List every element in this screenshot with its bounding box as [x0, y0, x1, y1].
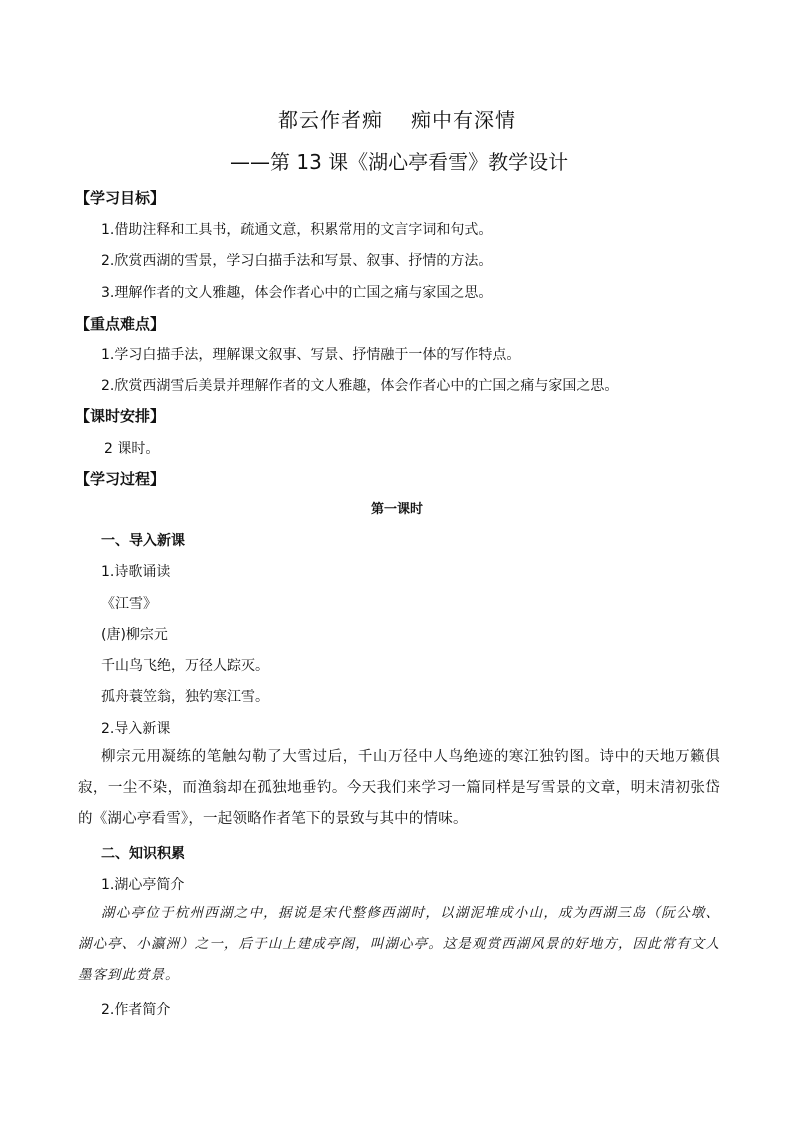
poem-line-2: 孤舟蓑笠翁，独钓寒江雪。 [101, 689, 269, 705]
poem-line-1: 千山鸟飞绝，万径人踪灭。 [101, 658, 269, 674]
title-part-b: 痴中有深情 [411, 108, 516, 132]
poem-author: (唐)柳宗元 [101, 627, 168, 643]
part1-item-2: 2.导入新课 [101, 721, 171, 737]
part1-heading: 一、导入新课 [101, 533, 185, 549]
document-title [0, 104, 794, 133]
section-heading-goals: 【学习目标】 [75, 189, 166, 207]
goal-item-1: 1.借助注释和工具书，疏通文意，积累常用的文言字词和句式。 [101, 222, 493, 238]
intro-paragraph: 柳宗元用凝练的笔触勾勒了大雪过后，千山万径中人鸟绝迹的寒江独钓图。诗中的天地万籁俱寂，一尘不染，而渔翁却在孤独地垂钓。今天我们来学习一篇同样是写雪景的文章，明末清初张岱的《湖心亭看雪》，一起领略作者笔下的景致与其中的情味。 [78, 749, 720, 827]
document-subtitle: ——第 13 课《湖心亭看雪》教学设计 [230, 150, 569, 174]
part2-item-1: 1.湖心亭简介 [101, 877, 185, 893]
section-heading-key-points: 【重点难点】 [75, 315, 166, 333]
poem-title: 《江雪》 [101, 596, 157, 612]
part2-heading: 二、知识积累 [101, 846, 185, 862]
part1-item-1: 1.诗歌诵读 [101, 564, 171, 580]
key-point-item-1: 1.学习白描手法，理解课文叙事、写景、抒情融于一体的写作特点。 [101, 347, 521, 363]
goal-item-3: 3.理解作者的文人雅趣，体会作者心中的亡国之痛与家国之思。 [101, 285, 493, 301]
key-point-item-2: 2.欣赏西湖雪后美景并理解作者的文人雅趣，体会作者心中的亡国之痛与家国之思。 [101, 378, 619, 394]
schedule-text: 2 课时。 [104, 441, 160, 457]
title-part-a: 都云作者痴 [278, 108, 383, 132]
section-heading-schedule: 【课时安排】 [75, 407, 166, 425]
pavilion-paragraph: 湖心亭位于杭州西湖之中，据说是宋代整修西湖时，以湖泥堆成小山，成为西湖三岛（阮公墩、湖心亭、小瀛洲）之一，后于山上建成亭阁，叫湖心亭。这是观赏西湖风景的好地方，因此常有文人墨客到此赏景。 [78, 905, 720, 983]
section-heading-process: 【学习过程】 [75, 470, 166, 488]
part2-item-2: 2.作者简介 [101, 1002, 171, 1018]
goal-item-2: 2.欣赏西湖的雪景，学习白描手法和写景、叙事、抒情的方法。 [101, 253, 493, 269]
lesson-title: 第一课时 [370, 502, 423, 517]
